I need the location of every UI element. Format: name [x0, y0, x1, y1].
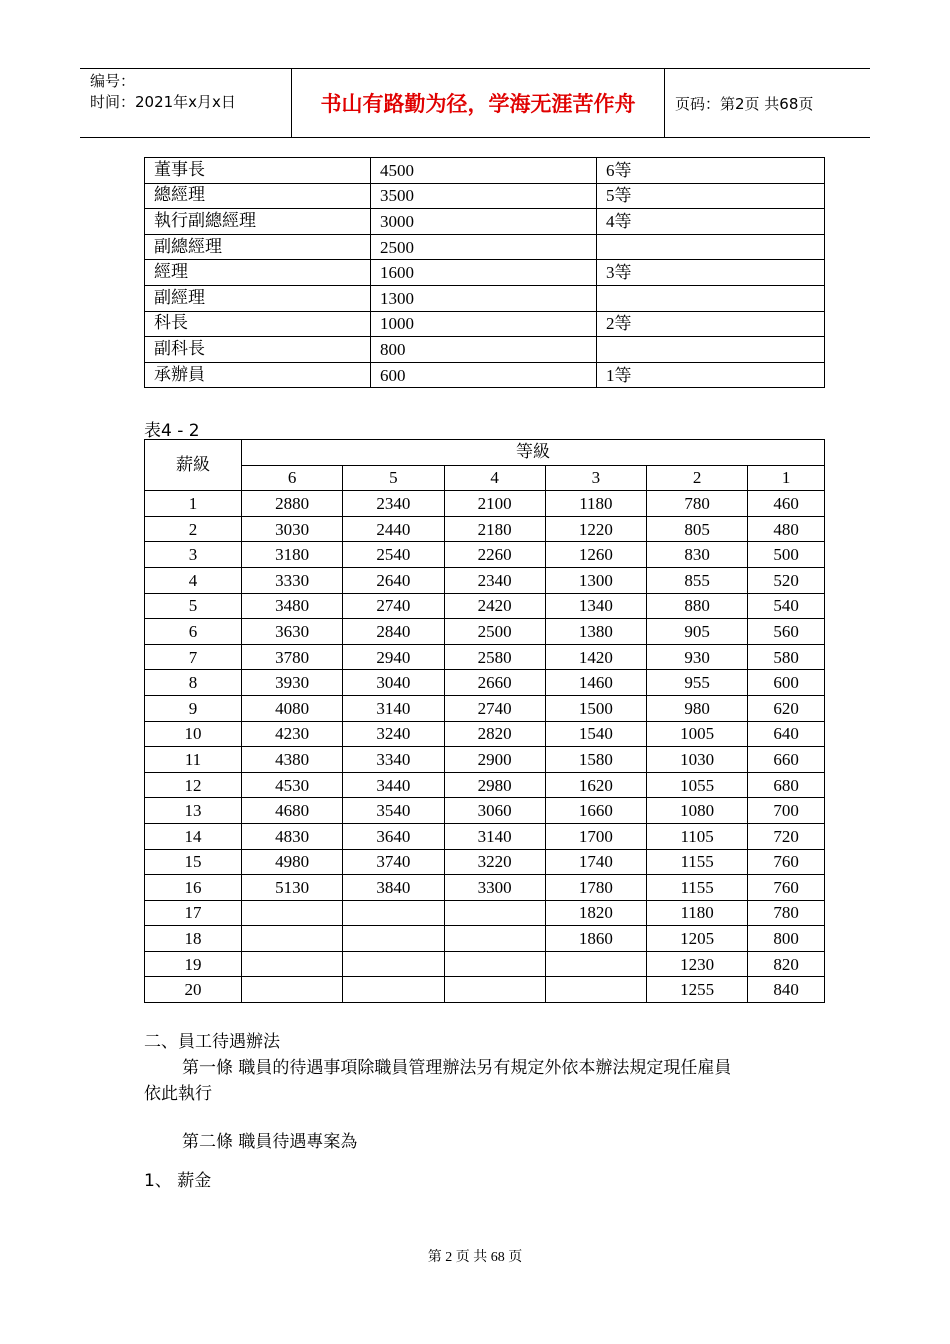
salary-value-cell: 955 [647, 670, 748, 696]
salary-value-cell: 1005 [647, 721, 748, 747]
salary-value-cell [343, 926, 444, 952]
salary-value-cell: 2740 [343, 593, 444, 619]
salary-level-cell: 12 [145, 772, 242, 798]
salary-level-cell: 8 [145, 670, 242, 696]
positions-table [144, 157, 825, 388]
salary-level-cell: 6 [145, 619, 242, 645]
position-title: 經理 [145, 260, 371, 286]
salary-value-cell [242, 926, 343, 952]
salary-value-cell: 3040 [343, 670, 444, 696]
salary-value-cell: 855 [647, 567, 748, 593]
grade-column-header: 6 [242, 465, 343, 491]
salary-level-cell: 4 [145, 567, 242, 593]
grade-row [145, 542, 825, 568]
salary-value-cell: 4830 [242, 823, 343, 849]
grade-row [145, 695, 825, 721]
salary-level-cell: 15 [145, 849, 242, 875]
position-salary: 600 [371, 362, 597, 388]
salary-value-cell: 1300 [545, 567, 646, 593]
grade-row [145, 516, 825, 542]
positions-row [145, 337, 825, 363]
salary-value-cell: 580 [748, 644, 825, 670]
grade-row [145, 747, 825, 773]
salary-value-cell: 460 [748, 491, 825, 517]
salary-value-cell [242, 951, 343, 977]
position-grade: 1等 [597, 362, 825, 388]
position-grade [597, 337, 825, 363]
salary-value-cell: 560 [748, 619, 825, 645]
salary-value-cell: 2180 [444, 516, 545, 542]
salary-value-cell: 1180 [545, 491, 646, 517]
positions-row [145, 285, 825, 311]
grade-header: 等級 [242, 440, 825, 466]
salary-value-cell: 1105 [647, 823, 748, 849]
salary-value-cell: 1660 [545, 798, 646, 824]
salary-level-cell: 3 [145, 542, 242, 568]
salary-value-cell: 720 [748, 823, 825, 849]
positions-row [145, 362, 825, 388]
position-salary: 3000 [371, 209, 597, 235]
salary-value-cell: 980 [647, 695, 748, 721]
salary-value-cell: 1380 [545, 619, 646, 645]
salary-value-cell: 640 [748, 721, 825, 747]
salary-level-cell: 13 [145, 798, 242, 824]
grade-row [145, 926, 825, 952]
salary-value-cell: 760 [748, 875, 825, 901]
salary-level-cell: 7 [145, 644, 242, 670]
grade-row [145, 823, 825, 849]
position-title: 董事長 [145, 158, 371, 184]
salary-value-cell: 2540 [343, 542, 444, 568]
position-salary: 4500 [371, 158, 597, 184]
salary-value-cell [242, 977, 343, 1003]
salary-value-cell: 2840 [343, 619, 444, 645]
grade-row [145, 644, 825, 670]
salary-value-cell: 1030 [647, 747, 748, 773]
salary-level-cell: 19 [145, 951, 242, 977]
salary-value-cell: 1230 [647, 951, 748, 977]
position-salary: 1000 [371, 311, 597, 337]
salary-value-cell: 3060 [444, 798, 545, 824]
salary-value-cell [545, 977, 646, 1003]
salary-value-cell: 1340 [545, 593, 646, 619]
salary-value-cell: 1500 [545, 695, 646, 721]
article1-line2: 依此執行 [144, 1084, 212, 1104]
position-title: 承辦員 [145, 362, 371, 388]
salary-value-cell: 2740 [444, 695, 545, 721]
salary-value-cell: 2340 [444, 567, 545, 593]
grade-row [145, 772, 825, 798]
salary-value-cell: 3330 [242, 567, 343, 593]
position-title: 執行副總經理 [145, 209, 371, 235]
salary-value-cell: 1220 [545, 516, 646, 542]
grade-column-header: 2 [647, 465, 748, 491]
salary-value-cell: 3300 [444, 875, 545, 901]
header-meta [80, 69, 292, 137]
salary-value-cell: 3140 [444, 823, 545, 849]
salary-value-cell: 1780 [545, 875, 646, 901]
salary-value-cell: 660 [748, 747, 825, 773]
salary-value-cell: 3640 [343, 823, 444, 849]
grade-row [145, 619, 825, 645]
page-footer: 第 2 页 共 68 页 [427, 1250, 523, 1265]
salary-value-cell [343, 951, 444, 977]
salary-value-cell: 4680 [242, 798, 343, 824]
salary-value-cell: 1860 [545, 926, 646, 952]
salary-value-cell: 905 [647, 619, 748, 645]
salary-value-cell: 820 [748, 951, 825, 977]
salary-value-cell: 780 [748, 900, 825, 926]
salary-value-cell: 1580 [545, 747, 646, 773]
page-header [80, 68, 870, 138]
salary-value-cell [242, 900, 343, 926]
salary-value-cell: 1740 [545, 849, 646, 875]
grade-row [145, 977, 825, 1003]
grade-row [145, 849, 825, 875]
positions-row [145, 234, 825, 260]
salary-level-cell: 18 [145, 926, 242, 952]
positions-row [145, 183, 825, 209]
position-salary: 2500 [371, 234, 597, 260]
salary-value-cell: 2940 [343, 644, 444, 670]
position-grade: 5等 [597, 183, 825, 209]
position-salary: 800 [371, 337, 597, 363]
salary-value-cell: 4980 [242, 849, 343, 875]
salary-value-cell: 3540 [343, 798, 444, 824]
salary-value-cell: 1255 [647, 977, 748, 1003]
salary-value-cell [545, 951, 646, 977]
salary-value-cell [444, 900, 545, 926]
grade-row [145, 567, 825, 593]
salary-value-cell: 480 [748, 516, 825, 542]
salary-value-cell: 600 [748, 670, 825, 696]
positions-row [145, 209, 825, 235]
table-caption: 表4 - 2 [144, 421, 200, 441]
grade-column-header: 3 [545, 465, 646, 491]
position-grade [597, 285, 825, 311]
salary-value-cell: 3930 [242, 670, 343, 696]
salary-value-cell: 3740 [343, 849, 444, 875]
article2: 第二條 職員待遇專案為 [182, 1132, 358, 1152]
salary-value-cell: 1700 [545, 823, 646, 849]
positions-row [145, 311, 825, 337]
grade-row [145, 721, 825, 747]
salary-level-cell: 20 [145, 977, 242, 1003]
grade-row [145, 875, 825, 901]
salary-value-cell: 3630 [242, 619, 343, 645]
salary-value-cell: 680 [748, 772, 825, 798]
grade-column-header: 4 [444, 465, 545, 491]
salary-value-cell: 2980 [444, 772, 545, 798]
salary-level-cell: 17 [145, 900, 242, 926]
salary-level-cell: 16 [145, 875, 242, 901]
salary-value-cell: 2440 [343, 516, 444, 542]
position-grade [597, 234, 825, 260]
position-grade: 6等 [597, 158, 825, 184]
position-grade: 4等 [597, 209, 825, 235]
salary-value-cell: 1620 [545, 772, 646, 798]
grade-row [145, 798, 825, 824]
positions-row [145, 260, 825, 286]
item1: 1、 薪金 [144, 1171, 212, 1191]
salary-value-cell: 3240 [343, 721, 444, 747]
salary-level-cell: 11 [145, 747, 242, 773]
position-salary: 3500 [371, 183, 597, 209]
salary-value-cell: 2260 [444, 542, 545, 568]
salary-value-cell: 3030 [242, 516, 343, 542]
salary-value-cell: 1155 [647, 849, 748, 875]
grade-row [145, 670, 825, 696]
salary-value-cell: 4380 [242, 747, 343, 773]
salary-value-cell: 2340 [343, 491, 444, 517]
salary-value-cell: 930 [647, 644, 748, 670]
header-page-label: 页码：第2页 共68页 [675, 94, 814, 113]
salary-value-cell: 540 [748, 593, 825, 619]
salary-value-cell: 4080 [242, 695, 343, 721]
salary-value-cell: 760 [748, 849, 825, 875]
salary-value-cell [444, 977, 545, 1003]
header-motto: 书山有路勤为径，学海无涯苦作舟 [292, 69, 665, 137]
salary-value-cell: 500 [748, 542, 825, 568]
salary-value-cell: 880 [647, 593, 748, 619]
grade-row [145, 951, 825, 977]
salary-value-cell: 2820 [444, 721, 545, 747]
salary-level-cell: 14 [145, 823, 242, 849]
salary-value-cell: 1205 [647, 926, 748, 952]
grade-column-header: 1 [748, 465, 825, 491]
date-label: 时间：2021年x月x日 [90, 93, 236, 111]
salary-value-cell: 2500 [444, 619, 545, 645]
salary-value-cell: 2580 [444, 644, 545, 670]
salary-value-cell [444, 926, 545, 952]
salary-level-cell: 5 [145, 593, 242, 619]
positions-row [145, 158, 825, 184]
salary-value-cell: 4530 [242, 772, 343, 798]
salary-value-cell [444, 951, 545, 977]
salary-value-cell: 4230 [242, 721, 343, 747]
salary-value-cell: 1180 [647, 900, 748, 926]
salary-level-cell: 9 [145, 695, 242, 721]
position-title: 副經理 [145, 285, 371, 311]
salary-value-cell: 2880 [242, 491, 343, 517]
salary-value-cell: 805 [647, 516, 748, 542]
salary-value-cell: 1260 [545, 542, 646, 568]
salary-value-cell: 800 [748, 926, 825, 952]
grade-row [145, 900, 825, 926]
salary-value-cell: 1460 [545, 670, 646, 696]
position-salary: 1300 [371, 285, 597, 311]
salary-value-cell: 1820 [545, 900, 646, 926]
salary-value-cell: 2660 [444, 670, 545, 696]
salary-value-cell: 1420 [545, 644, 646, 670]
salary-grade-table [144, 439, 825, 1003]
salary-value-cell: 3480 [242, 593, 343, 619]
position-title: 總經理 [145, 183, 371, 209]
salary-level-cell: 2 [145, 516, 242, 542]
salary-value-cell: 1080 [647, 798, 748, 824]
salary-level-cell: 10 [145, 721, 242, 747]
salary-value-cell: 840 [748, 977, 825, 1003]
salary-value-cell: 780 [647, 491, 748, 517]
grade-row [145, 593, 825, 619]
salary-value-cell: 520 [748, 567, 825, 593]
salary-value-cell: 620 [748, 695, 825, 721]
section-heading: 二、員工待遇辦法 [144, 1032, 280, 1052]
salary-value-cell: 3780 [242, 644, 343, 670]
position-title: 副總經理 [145, 234, 371, 260]
salary-value-cell: 3840 [343, 875, 444, 901]
salary-value-cell: 1055 [647, 772, 748, 798]
position-title: 科長 [145, 311, 371, 337]
salary-value-cell: 2100 [444, 491, 545, 517]
number-label: 编号： [90, 72, 136, 90]
salary-value-cell: 2640 [343, 567, 444, 593]
position-grade: 3等 [597, 260, 825, 286]
salary-value-cell: 3180 [242, 542, 343, 568]
salary-value-cell: 1540 [545, 721, 646, 747]
grade-column-header: 5 [343, 465, 444, 491]
salary-value-cell: 3140 [343, 695, 444, 721]
salary-value-cell: 3220 [444, 849, 545, 875]
salary-value-cell: 5130 [242, 875, 343, 901]
salary-value-cell: 3440 [343, 772, 444, 798]
level-header: 薪級 [145, 440, 242, 491]
salary-value-cell [343, 977, 444, 1003]
salary-value-cell: 2420 [444, 593, 545, 619]
position-title: 副科長 [145, 337, 371, 363]
salary-value-cell: 830 [647, 542, 748, 568]
position-salary: 1600 [371, 260, 597, 286]
article1-line1: 第一條 職員的待遇事項除職員管理辦法另有規定外依本辦法規定現任雇員 [182, 1058, 732, 1078]
salary-value-cell: 3340 [343, 747, 444, 773]
salary-value-cell: 2900 [444, 747, 545, 773]
salary-level-cell: 1 [145, 491, 242, 517]
grade-row [145, 491, 825, 517]
salary-value-cell: 700 [748, 798, 825, 824]
salary-value-cell: 1155 [647, 875, 748, 901]
salary-value-cell [343, 900, 444, 926]
position-grade: 2等 [597, 311, 825, 337]
